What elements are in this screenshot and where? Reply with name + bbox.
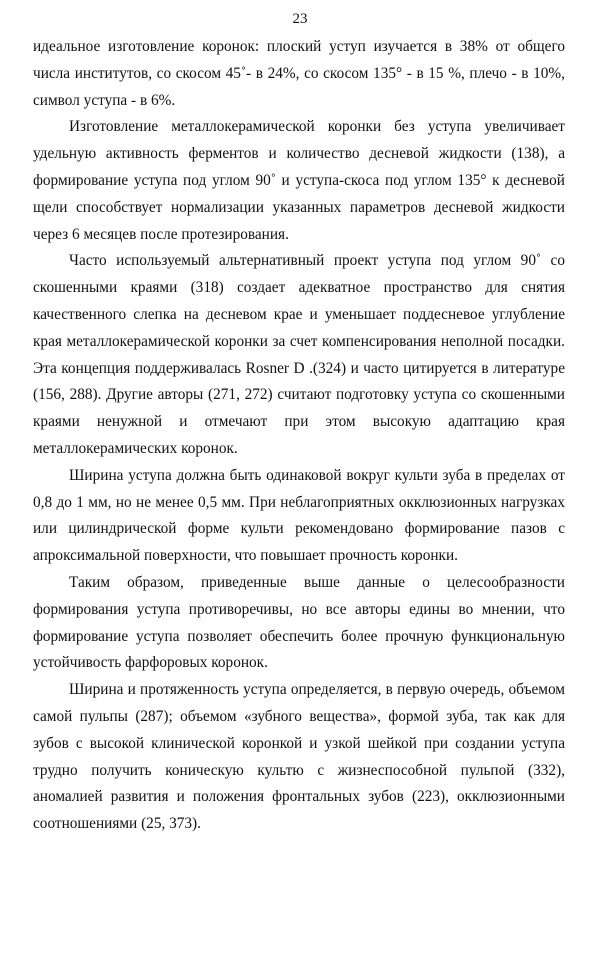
paragraph-5: Таким образом, приведенные выше данные о целесообразности формирования уступа противоречивы, но все авторы едины во мнении, что формирование уступа позволяет обеспечить более прочную функциональную устойчивость фарфоровых коронок. — [33, 573, 565, 672]
paragraph-3: Часто используемый альтернативный проект уступа под углом 90˚ со скошенными краями (318) создает адекватное пространство для снятия качественного слепка на десневом крае и уменьшает поддесневое углубление края металлокерамической коронки за счет компенсирования неполной посадки. Эта концепция поддерживалась Rosner D .(324) и часто цитируется в литературе (156, 288). Другие авторы (271, 272) считают подготовку уступа со скошенными краями ненужной и отмечают при этом высокую адаптацию края металлокерамических коронок. — [33, 252, 565, 457]
paragraph-6: Ширина и протяженность уступа определяется, в первую очередь, объемом самой пульпы (287); объемом «зубного вещества», формой зуба, так как для зубов с высокой клинической коронкой и узкой шейкой при создании уступа трудно получить коническую культю с жизнеспособной пульпой (332), аномалией развития и положения фронтальных зубов (223), окклюзионными соотношениями (25, 373). — [33, 681, 565, 833]
document-body — [33, 34, 565, 838]
paragraph-1: идеальное изготовление коронок: плоский уступ изучается в 38% от общего числа институтов, со скосом 45˚- в 24%, со скосом 135° - в 15 %, плечо - в 10%, символ уступа - в 6%. — [33, 38, 565, 109]
page-number: 23 — [292, 11, 308, 27]
paragraph-2: Изготовление металлокерамической коронки без уступа увеличивает удельную активность ферментов и количество десневой жидкости (138), а формирование уступа под углом 90˚ и уступа-скоса под углом 135° к десневой щели способствует нормализации указанных параметров десневой жидкости через 6 месяцев после протезирования. — [33, 118, 565, 243]
paragraph-4: Ширина уступа должна быть одинаковой вокруг культи зуба в пределах от 0,8 до 1 мм, но не менее 0,5 мм. При неблагоприятных окклюзионных нагрузках или цилиндрической форме культи рекомендовано формирование пазов с апроксимальной поверхности, что повышает прочность коронки. — [33, 466, 565, 565]
